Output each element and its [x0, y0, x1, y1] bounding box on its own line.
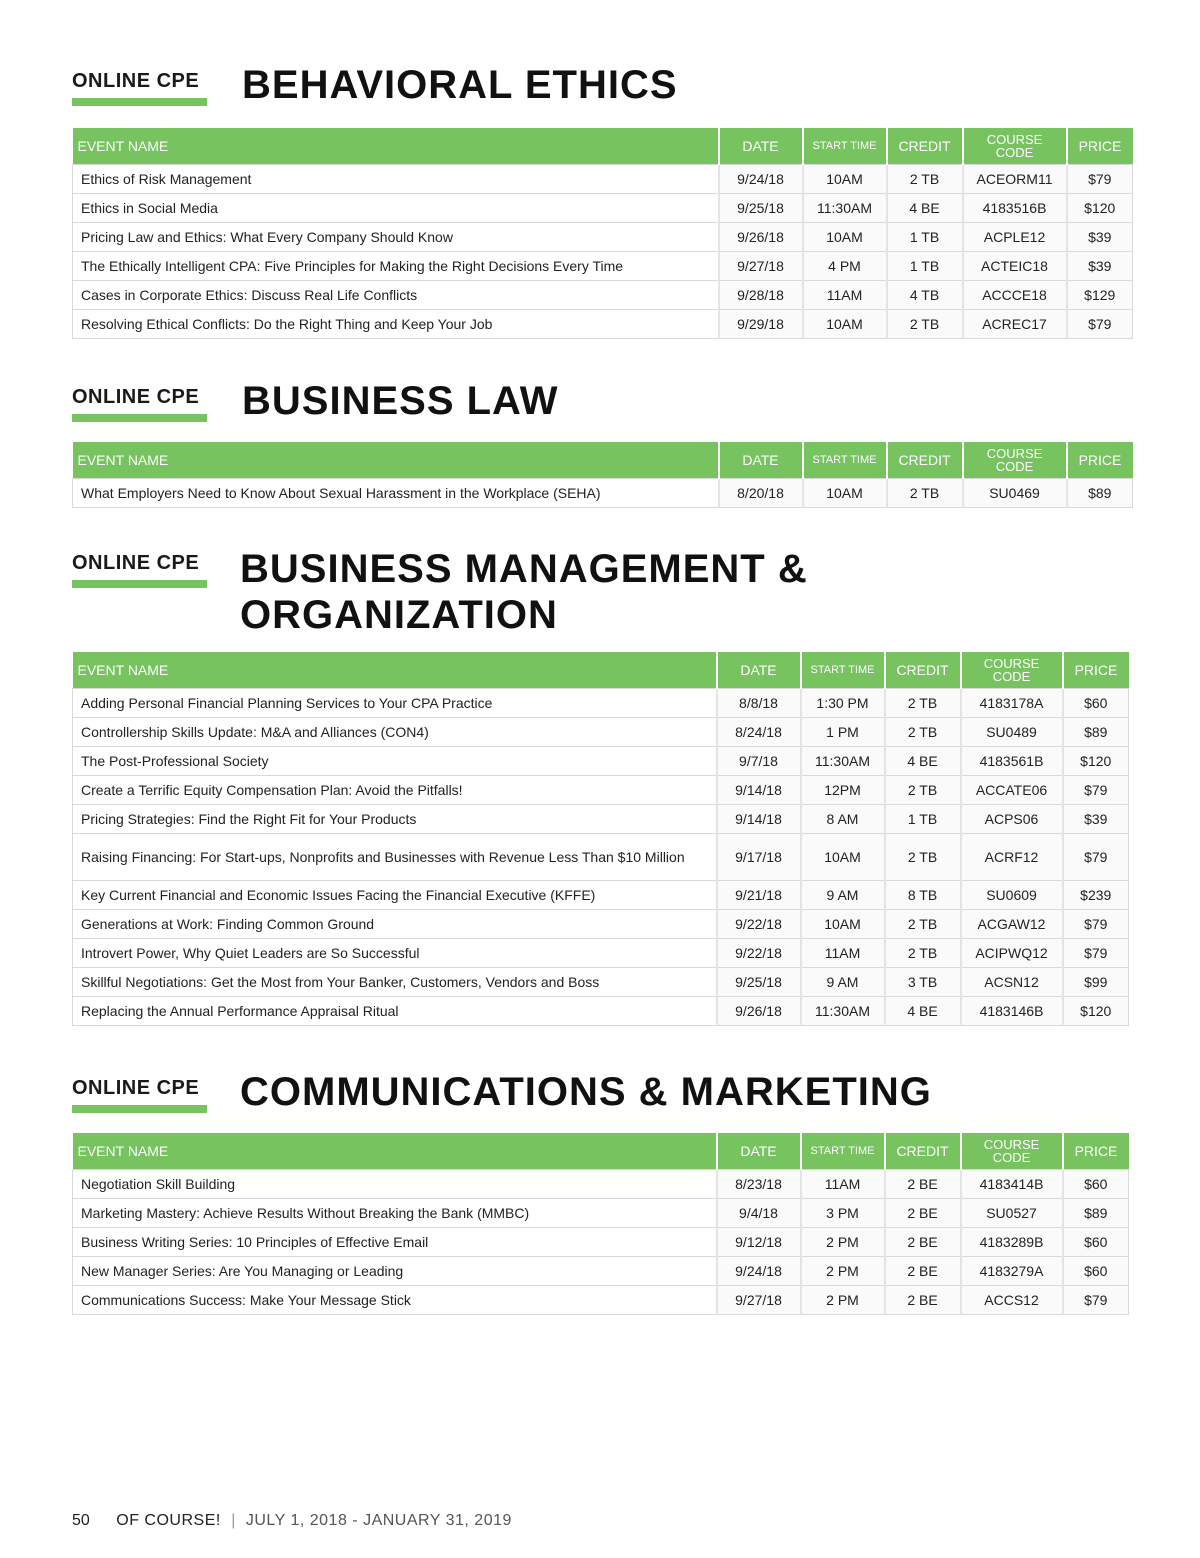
col-event-name: EVENT NAME — [73, 128, 719, 165]
date-cell: 9/25/18 — [717, 968, 801, 997]
credit-cell: 2 TB — [887, 165, 963, 194]
start-time-cell: 3 PM — [801, 1199, 885, 1228]
publication-dates: JULY 1, 2018 - JANUARY 31, 2019 — [245, 1512, 512, 1529]
table-row — [73, 1170, 1129, 1199]
price-cell: $79 — [1067, 165, 1133, 194]
date-cell: 9/17/18 — [717, 834, 801, 881]
date-cell: 9/12/18 — [717, 1228, 801, 1257]
start-time-cell: 10AM — [803, 223, 887, 252]
credit-cell: 2 BE — [885, 1286, 961, 1315]
course-code-cell: ACREC17 — [963, 310, 1067, 339]
date-cell: 9/24/18 — [719, 165, 803, 194]
table-row — [73, 1228, 1129, 1257]
table-row — [73, 1257, 1129, 1286]
event-name-cell: Communications Success: Make Your Message Stick — [73, 1286, 717, 1315]
table-row — [73, 281, 1133, 310]
course-code-cell: SU0609 — [961, 881, 1063, 910]
course-code-cell: ACIPWQ12 — [961, 939, 1063, 968]
course-code-cell: ACEORM11 — [963, 165, 1067, 194]
price-cell: $120 — [1063, 997, 1129, 1026]
event-name-cell: Skillful Negotiations: Get the Most from Your Banker, Customers, Vendors and Boss — [73, 968, 717, 997]
table-row — [73, 910, 1129, 939]
event-name-cell: Adding Personal Financial Planning Services to Your CPA Practice — [73, 689, 717, 718]
course-code-cell: ACCATE06 — [961, 776, 1063, 805]
section-title — [242, 62, 962, 108]
event-name-cell: Key Current Financial and Economic Issues Facing the Financial Executive (KFFE) — [73, 881, 717, 910]
col-credit: CREDIT — [885, 1133, 961, 1170]
col-course-code: COURSE CODE — [963, 128, 1067, 165]
start-time-cell: 12PM — [801, 776, 885, 805]
date-cell: 9/25/18 — [719, 194, 803, 223]
credit-cell: 4 TB — [887, 281, 963, 310]
event-name-cell: Pricing Strategies: Find the Right Fit for Your Products — [73, 805, 717, 834]
section-title-line1: BUSINESS MANAGEMENT & — [240, 547, 808, 591]
section-title — [240, 546, 960, 638]
event-name-cell: New Manager Series: Are You Managing or Leading — [73, 1257, 717, 1286]
price-cell: $239 — [1063, 881, 1129, 910]
table-row — [73, 1286, 1129, 1315]
credit-cell: 4 BE — [887, 194, 963, 223]
price-cell: $79 — [1063, 1286, 1129, 1315]
table-header-row — [73, 652, 1129, 689]
col-date: DATE — [717, 652, 801, 689]
credit-cell: 2 TB — [885, 939, 961, 968]
start-time-cell: 11:30AM — [803, 194, 887, 223]
event-name-cell: Pricing Law and Ethics: What Every Company Should Know — [73, 223, 719, 252]
course-code-cell: 4183289B — [961, 1228, 1063, 1257]
course-code-cell: ACGAW12 — [961, 910, 1063, 939]
course-code-cell: 4183279A — [961, 1257, 1063, 1286]
table-row — [73, 747, 1129, 776]
col-credit: CREDIT — [887, 442, 963, 479]
table-row — [73, 165, 1133, 194]
date-cell: 9/22/18 — [717, 910, 801, 939]
date-cell: 9/24/18 — [717, 1257, 801, 1286]
table-row — [73, 939, 1129, 968]
table-row — [73, 689, 1129, 718]
online-cpe-tag: ONLINE CPE — [72, 552, 200, 574]
price-cell: $60 — [1063, 1257, 1129, 1286]
col-start-time: START TIME — [801, 1133, 885, 1170]
col-date: DATE — [719, 442, 803, 479]
event-name-cell: The Post-Professional Society — [73, 747, 717, 776]
table-row — [73, 718, 1129, 747]
tag-underline — [72, 1105, 207, 1113]
course-code-cell: ACTEIC18 — [963, 252, 1067, 281]
date-cell: 9/27/18 — [717, 1286, 801, 1315]
date-cell: 9/21/18 — [717, 881, 801, 910]
course-code-cell: ACPLE12 — [963, 223, 1067, 252]
section-title-line1: BEHAVIORAL ETHICS — [242, 63, 678, 107]
course-code-cell: 4183516B — [963, 194, 1067, 223]
start-time-cell: 11:30AM — [801, 747, 885, 776]
date-cell: 8/24/18 — [717, 718, 801, 747]
col-start-time: START TIME — [803, 442, 887, 479]
start-time-cell: 10AM — [803, 310, 887, 339]
start-time-cell: 2 PM — [801, 1228, 885, 1257]
col-event-name: EVENT NAME — [73, 652, 717, 689]
credit-cell: 2 TB — [885, 834, 961, 881]
section-title — [240, 1069, 1100, 1115]
course-table — [72, 1133, 1129, 1315]
event-name-cell: What Employers Need to Know About Sexual Harassment in the Workplace (SEHA) — [73, 479, 719, 508]
table-row — [73, 776, 1129, 805]
date-cell: 8/8/18 — [717, 689, 801, 718]
price-cell: $79 — [1063, 939, 1129, 968]
credit-cell: 2 BE — [885, 1228, 961, 1257]
course-code-cell: ACCCE18 — [963, 281, 1067, 310]
tag-underline — [72, 580, 207, 588]
price-cell: $89 — [1063, 718, 1129, 747]
start-time-cell: 4 PM — [803, 252, 887, 281]
section-title-line1: COMMUNICATIONS & MARKETING — [240, 1070, 932, 1114]
table-header-row — [73, 128, 1133, 165]
credit-cell: 1 TB — [885, 805, 961, 834]
col-price: PRICE — [1063, 652, 1129, 689]
event-name-cell: Introvert Power, Why Quiet Leaders are So Successful — [73, 939, 717, 968]
credit-cell: 8 TB — [885, 881, 961, 910]
date-cell: 8/20/18 — [719, 479, 803, 508]
price-cell: $79 — [1067, 310, 1133, 339]
col-price: PRICE — [1063, 1133, 1129, 1170]
table-row — [73, 1199, 1129, 1228]
table-row — [73, 805, 1129, 834]
credit-cell: 2 TB — [885, 776, 961, 805]
course-code-cell: 4183146B — [961, 997, 1063, 1026]
table-row — [73, 881, 1129, 910]
course-code-cell: SU0489 — [961, 718, 1063, 747]
event-name-cell: Create a Terrific Equity Compensation Plan: Avoid the Pitfalls! — [73, 776, 717, 805]
start-time-cell: 11AM — [803, 281, 887, 310]
price-cell: $79 — [1063, 776, 1129, 805]
col-event-name: EVENT NAME — [73, 1133, 717, 1170]
credit-cell: 2 TB — [885, 910, 961, 939]
start-time-cell: 8 AM — [801, 805, 885, 834]
date-cell: 9/26/18 — [717, 997, 801, 1026]
price-cell: $89 — [1067, 479, 1133, 508]
start-time-cell: 11AM — [801, 1170, 885, 1199]
credit-cell: 2 BE — [885, 1257, 961, 1286]
event-name-cell: Replacing the Annual Performance Appraisal Ritual — [73, 997, 717, 1026]
col-price: PRICE — [1067, 442, 1133, 479]
page-footer — [72, 1512, 512, 1530]
tag-underline — [72, 98, 207, 106]
col-credit: CREDIT — [885, 652, 961, 689]
event-name-cell: Generations at Work: Finding Common Ground — [73, 910, 717, 939]
event-name-cell: Negotiation Skill Building — [73, 1170, 717, 1199]
start-time-cell: 11AM — [801, 939, 885, 968]
course-table — [72, 442, 1133, 508]
price-cell: $60 — [1063, 689, 1129, 718]
price-cell: $89 — [1063, 1199, 1129, 1228]
start-time-cell: 10AM — [801, 834, 885, 881]
price-cell: $39 — [1063, 805, 1129, 834]
price-cell: $39 — [1067, 252, 1133, 281]
course-code-cell: 4183561B — [961, 747, 1063, 776]
col-course-code: COURSE CODE — [961, 652, 1063, 689]
course-code-cell: ACPS06 — [961, 805, 1063, 834]
price-cell: $79 — [1063, 910, 1129, 939]
col-start-time: START TIME — [803, 128, 887, 165]
start-time-cell: 1 PM — [801, 718, 885, 747]
col-course-code: COURSE CODE — [961, 1133, 1063, 1170]
date-cell: 9/27/18 — [719, 252, 803, 281]
event-name-cell: Controllership Skills Update: M&A and Alliances (CON4) — [73, 718, 717, 747]
date-cell: 9/7/18 — [717, 747, 801, 776]
table-row — [73, 252, 1133, 281]
start-time-cell: 10AM — [803, 165, 887, 194]
start-time-cell: 10AM — [801, 910, 885, 939]
col-credit: CREDIT — [887, 128, 963, 165]
course-code-cell: SU0527 — [961, 1199, 1063, 1228]
section-title-line2: ORGANIZATION — [240, 593, 558, 637]
date-cell: 9/28/18 — [719, 281, 803, 310]
credit-cell: 2 TB — [885, 689, 961, 718]
date-cell: 9/26/18 — [719, 223, 803, 252]
credit-cell: 3 TB — [885, 968, 961, 997]
price-cell: $39 — [1067, 223, 1133, 252]
start-time-cell: 1:30 PM — [801, 689, 885, 718]
table-header-row — [73, 442, 1133, 479]
section-title-line1: BUSINESS LAW — [242, 379, 559, 423]
course-code-cell: ACSN12 — [961, 968, 1063, 997]
table-row — [73, 194, 1133, 223]
start-time-cell: 11:30AM — [801, 997, 885, 1026]
event-name-cell: Ethics in Social Media — [73, 194, 719, 223]
col-price: PRICE — [1067, 128, 1133, 165]
online-cpe-tag: ONLINE CPE — [72, 70, 200, 92]
course-code-cell: 4183178A — [961, 689, 1063, 718]
credit-cell: 1 TB — [887, 252, 963, 281]
tag-underline — [72, 414, 207, 422]
date-cell: 9/29/18 — [719, 310, 803, 339]
section-title — [242, 378, 962, 424]
footer-separator: | — [231, 1512, 236, 1529]
course-table — [72, 128, 1133, 339]
start-time-cell: 2 PM — [801, 1257, 885, 1286]
course-table — [72, 652, 1129, 1026]
date-cell: 9/14/18 — [717, 776, 801, 805]
date-cell: 8/23/18 — [717, 1170, 801, 1199]
event-name-cell: Ethics of Risk Management — [73, 165, 719, 194]
event-name-cell: Resolving Ethical Conflicts: Do the Right Thing and Keep Your Job — [73, 310, 719, 339]
event-name-cell: The Ethically Intelligent CPA: Five Principles for Making the Right Decisions Every Time — [73, 252, 719, 281]
table-header-row — [73, 1133, 1129, 1170]
publication-name: OF COURSE! — [116, 1512, 221, 1529]
date-cell: 9/4/18 — [717, 1199, 801, 1228]
credit-cell: 2 TB — [887, 310, 963, 339]
start-time-cell: 10AM — [803, 479, 887, 508]
table-row — [73, 310, 1133, 339]
start-time-cell: 9 AM — [801, 881, 885, 910]
col-date: DATE — [717, 1133, 801, 1170]
credit-cell: 2 TB — [885, 718, 961, 747]
credit-cell: 4 BE — [885, 747, 961, 776]
event-name-cell: Cases in Corporate Ethics: Discuss Real Life Conflicts — [73, 281, 719, 310]
table-row — [73, 997, 1129, 1026]
price-cell: $99 — [1063, 968, 1129, 997]
table-row — [73, 968, 1129, 997]
col-event-name: EVENT NAME — [73, 442, 719, 479]
start-time-cell: 2 PM — [801, 1286, 885, 1315]
course-code-cell: ACCS12 — [961, 1286, 1063, 1315]
price-cell: $120 — [1067, 194, 1133, 223]
start-time-cell: 9 AM — [801, 968, 885, 997]
col-date: DATE — [719, 128, 803, 165]
table-row — [73, 223, 1133, 252]
event-name-cell: Marketing Mastery: Achieve Results Without Breaking the Bank (MMBC) — [73, 1199, 717, 1228]
credit-cell: 2 BE — [885, 1199, 961, 1228]
price-cell: $129 — [1067, 281, 1133, 310]
date-cell: 9/22/18 — [717, 939, 801, 968]
course-code-cell: SU0469 — [963, 479, 1067, 508]
price-cell: $60 — [1063, 1228, 1129, 1257]
credit-cell: 2 BE — [885, 1170, 961, 1199]
date-cell: 9/14/18 — [717, 805, 801, 834]
course-code-cell: 4183414B — [961, 1170, 1063, 1199]
col-start-time: START TIME — [801, 652, 885, 689]
event-name-cell: Business Writing Series: 10 Principles of Effective Email — [73, 1228, 717, 1257]
credit-cell: 1 TB — [887, 223, 963, 252]
course-code-cell: ACRF12 — [961, 834, 1063, 881]
col-course-code: COURSE CODE — [963, 442, 1067, 479]
online-cpe-tag: ONLINE CPE — [72, 1077, 200, 1099]
page-number: 50 — [72, 1512, 90, 1529]
price-cell: $120 — [1063, 747, 1129, 776]
event-name-cell: Raising Financing: For Start-ups, Nonprofits and Businesses with Revenue Less Than $10 Million — [73, 834, 717, 881]
table-row — [73, 834, 1129, 881]
price-cell: $79 — [1063, 834, 1129, 881]
credit-cell: 4 BE — [885, 997, 961, 1026]
online-cpe-tag: ONLINE CPE — [72, 386, 200, 408]
table-row — [73, 479, 1133, 508]
credit-cell: 2 TB — [887, 479, 963, 508]
price-cell: $60 — [1063, 1170, 1129, 1199]
